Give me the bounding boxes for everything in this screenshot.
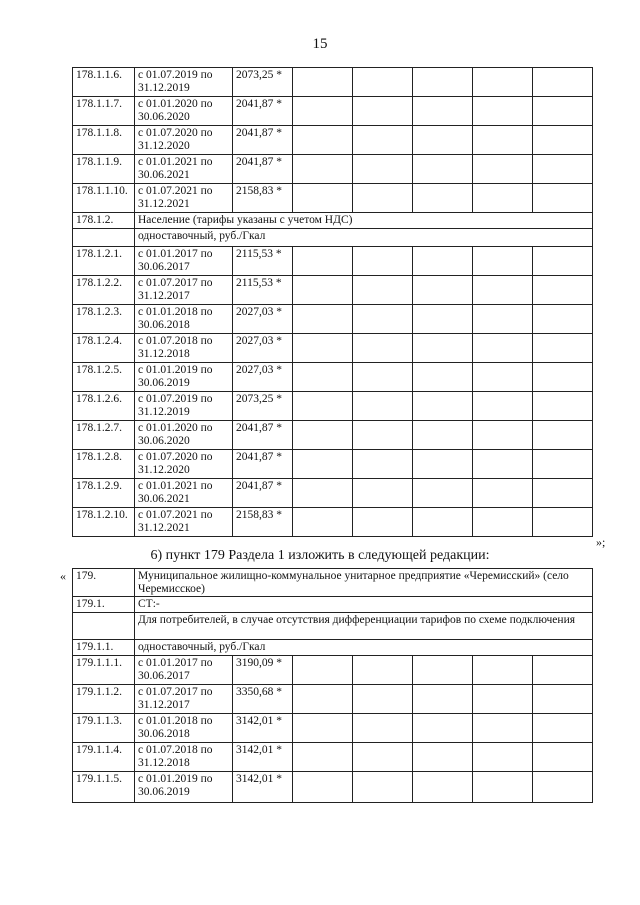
row-code-cell: 179.1.1. [73,640,135,656]
empty-cell [533,305,593,334]
empty-cell [533,334,593,363]
empty-cell [413,155,473,184]
tariff-table-178 [72,67,593,537]
row-code-cell: 178.1.2.5. [73,363,135,392]
empty-cell [473,68,533,97]
row-code-cell [73,229,135,247]
empty-cell [413,714,473,743]
table-row [73,363,593,392]
empty-cell [473,305,533,334]
period-cell: с 01.01.2017 по 30.06.2017 [135,247,233,276]
empty-cell [353,772,413,803]
empty-cell [353,184,413,213]
tariff-value-cell: 2158,83 * [233,508,293,537]
tariff-table-179 [72,568,593,803]
row-code-cell: 179.1.1.4. [73,743,135,772]
row-code-cell: 179.1. [73,597,135,613]
tariff-value-cell: 2027,03 * [233,305,293,334]
empty-cell [293,743,353,772]
empty-cell [533,184,593,213]
empty-cell [473,421,533,450]
tariff-value-cell: 3142,01 * [233,714,293,743]
empty-cell [353,126,413,155]
empty-cell [293,772,353,803]
period-cell: с 01.07.2018 по 31.12.2018 [135,743,233,772]
empty-cell [413,276,473,305]
table-row [73,450,593,479]
empty-cell [473,450,533,479]
table-row [73,479,593,508]
period-cell: с 01.01.2018 по 30.06.2018 [135,305,233,334]
empty-cell [533,772,593,803]
empty-cell [353,334,413,363]
tariff-value-cell: 2041,87 * [233,479,293,508]
empty-cell [293,305,353,334]
empty-cell [533,392,593,421]
empty-cell [473,247,533,276]
empty-cell [413,479,473,508]
empty-cell [353,247,413,276]
empty-cell [533,276,593,305]
empty-cell [353,743,413,772]
table-row [73,640,593,656]
table-row [73,334,593,363]
empty-cell [353,685,413,714]
table-row [73,213,593,229]
tariff-value-cell: 3350,68 * [233,685,293,714]
row-code-cell: 178.1.2.6. [73,392,135,421]
row-code-cell: 178.1.2.1. [73,247,135,276]
empty-cell [533,155,593,184]
empty-cell [353,392,413,421]
empty-cell [413,126,473,155]
empty-cell [533,363,593,392]
tariff-value-cell: 2158,83 * [233,184,293,213]
row-code-cell: 179. [73,569,135,597]
empty-cell [413,421,473,450]
table-row [73,68,593,97]
empty-cell [533,479,593,508]
empty-cell [353,68,413,97]
table-row [73,97,593,126]
table-row [73,229,593,247]
empty-cell [473,479,533,508]
table-row [73,597,593,613]
empty-cell [473,334,533,363]
empty-cell [473,363,533,392]
tariff-value-cell: 2115,53 * [233,247,293,276]
empty-cell [473,97,533,126]
empty-cell [413,305,473,334]
empty-cell [353,421,413,450]
tariff-value-cell: 3142,01 * [233,772,293,803]
table-row [73,685,593,714]
table-row [73,613,593,640]
row-code-cell: 179.1.1.3. [73,714,135,743]
empty-cell [413,68,473,97]
tariff-value-cell: 2073,25 * [233,392,293,421]
table-row [73,184,593,213]
empty-cell [533,68,593,97]
empty-cell [353,276,413,305]
table-row [73,743,593,772]
empty-cell [413,743,473,772]
tariff-value-cell: 2041,87 * [233,97,293,126]
row-code-cell: 178.1.2.7. [73,421,135,450]
period-cell: с 01.01.2021 по 30.06.2021 [135,155,233,184]
empty-cell [293,714,353,743]
tariff-value-cell: 2027,03 * [233,334,293,363]
amendment-heading: 6) пункт 179 Раздела 1 изложить в следующей редакции: [150,548,490,563]
empty-cell [293,656,353,685]
empty-cell [473,392,533,421]
empty-cell [413,334,473,363]
row-code-cell: 178.1.1.10. [73,184,135,213]
empty-cell [293,68,353,97]
row-code-cell: 179.1.1.2. [73,685,135,714]
empty-cell [473,276,533,305]
empty-cell [413,685,473,714]
empty-cell [533,656,593,685]
row-code-cell: 178.1.2. [73,213,135,229]
row-code-cell: 178.1.1.8. [73,126,135,155]
table-row [73,421,593,450]
empty-cell [473,155,533,184]
period-cell: с 01.07.2019 по 31.12.2019 [135,392,233,421]
empty-cell [293,479,353,508]
period-cell: с 01.01.2019 по 30.06.2019 [135,772,233,803]
empty-cell [533,508,593,537]
period-cell: с 01.01.2021 по 30.06.2021 [135,479,233,508]
tariff-value-cell: 3142,01 * [233,743,293,772]
row-code-cell: 178.1.2.4. [73,334,135,363]
empty-cell [353,508,413,537]
page-number: 15 [312,36,328,52]
period-cell: с 01.07.2017 по 31.12.2017 [135,276,233,305]
tariff-value-cell: 2041,87 * [233,421,293,450]
empty-cell [413,450,473,479]
row-code-cell: 178.1.1.7. [73,97,135,126]
table-row [73,772,593,803]
empty-cell [293,450,353,479]
tariff-value-cell: 2041,87 * [233,155,293,184]
empty-cell [353,155,413,184]
tariff-value-cell: 3190,09 * [233,656,293,685]
empty-cell [533,714,593,743]
description-cell: Население (тарифы указаны с учетом НДС) [135,213,593,229]
empty-cell [293,363,353,392]
opening-quote: « [60,569,66,583]
row-code-cell: 178.1.1.9. [73,155,135,184]
empty-cell [413,772,473,803]
period-cell: с 01.07.2017 по 31.12.2017 [135,685,233,714]
description-cell: СТ:- [135,597,593,613]
row-code-cell: 178.1.2.9. [73,479,135,508]
tariff-value-cell: 2041,87 * [233,450,293,479]
empty-cell [353,450,413,479]
row-code-cell: 179.1.1.5. [73,772,135,803]
empty-cell [413,97,473,126]
empty-cell [473,743,533,772]
period-cell: с 01.01.2017 по 30.06.2017 [135,656,233,685]
period-cell: с 01.01.2018 по 30.06.2018 [135,714,233,743]
tariff-value-cell: 2027,03 * [233,363,293,392]
empty-cell [353,363,413,392]
empty-cell [293,126,353,155]
closing-quote: »; [596,535,606,549]
empty-cell [413,656,473,685]
empty-cell [293,184,353,213]
empty-cell [473,656,533,685]
empty-cell [473,126,533,155]
row-code-cell: 178.1.2.3. [73,305,135,334]
description-cell: Муниципальное жилищно-коммунальное унитарное предприятие «Черемисский» (село Черемисское) [135,569,593,597]
empty-cell [533,450,593,479]
period-cell: с 01.07.2021 по 31.12.2021 [135,508,233,537]
table-row [73,656,593,685]
empty-cell [353,656,413,685]
empty-cell [473,508,533,537]
empty-cell [293,334,353,363]
table-row [73,276,593,305]
empty-cell [413,392,473,421]
description-cell: Для потребителей, в случае отсутствия дифференциации тарифов по схеме подключения [135,613,593,640]
table-row [73,508,593,537]
empty-cell [533,126,593,155]
empty-cell [293,392,353,421]
table-row [73,714,593,743]
empty-cell [293,97,353,126]
empty-cell [413,363,473,392]
empty-cell [413,184,473,213]
table-row [73,392,593,421]
empty-cell [533,685,593,714]
empty-cell [413,508,473,537]
empty-cell [293,155,353,184]
period-cell: с 01.07.2018 по 31.12.2018 [135,334,233,363]
empty-cell [293,421,353,450]
period-cell: с 01.07.2019 по 31.12.2019 [135,68,233,97]
tariff-value-cell: 2115,53 * [233,276,293,305]
table-row [73,569,593,597]
empty-cell [533,743,593,772]
empty-cell [533,421,593,450]
empty-cell [473,772,533,803]
empty-cell [293,247,353,276]
table-row [73,155,593,184]
empty-cell [293,508,353,537]
empty-cell [413,247,473,276]
row-code-cell: 179.1.1.1. [73,656,135,685]
tariff-value-cell: 2041,87 * [233,126,293,155]
row-code-cell: 178.1.1.6. [73,68,135,97]
empty-cell [533,247,593,276]
empty-cell [353,479,413,508]
row-code-cell: 178.1.2.2. [73,276,135,305]
empty-cell [353,714,413,743]
description-cell: одноставочный, руб./Гкал [135,640,593,656]
tariff-value-cell: 2073,25 * [233,68,293,97]
row-code-cell: 178.1.2.10. [73,508,135,537]
table-row [73,305,593,334]
empty-cell [473,184,533,213]
period-cell: с 01.01.2019 по 30.06.2019 [135,363,233,392]
table-row [73,126,593,155]
description-cell: одноставочный, руб./Гкал [135,229,593,247]
empty-cell [353,97,413,126]
period-cell: с 01.07.2020 по 31.12.2020 [135,126,233,155]
empty-cell [293,685,353,714]
period-cell: с 01.01.2020 по 30.06.2020 [135,421,233,450]
empty-cell [353,305,413,334]
empty-cell [293,276,353,305]
period-cell: с 01.07.2021 по 31.12.2021 [135,184,233,213]
empty-cell [533,97,593,126]
table-row [73,247,593,276]
period-cell: с 01.01.2020 по 30.06.2020 [135,97,233,126]
empty-cell [473,685,533,714]
period-cell: с 01.07.2020 по 31.12.2020 [135,450,233,479]
row-code-cell: 178.1.2.8. [73,450,135,479]
row-code-cell [73,613,135,640]
empty-cell [473,714,533,743]
